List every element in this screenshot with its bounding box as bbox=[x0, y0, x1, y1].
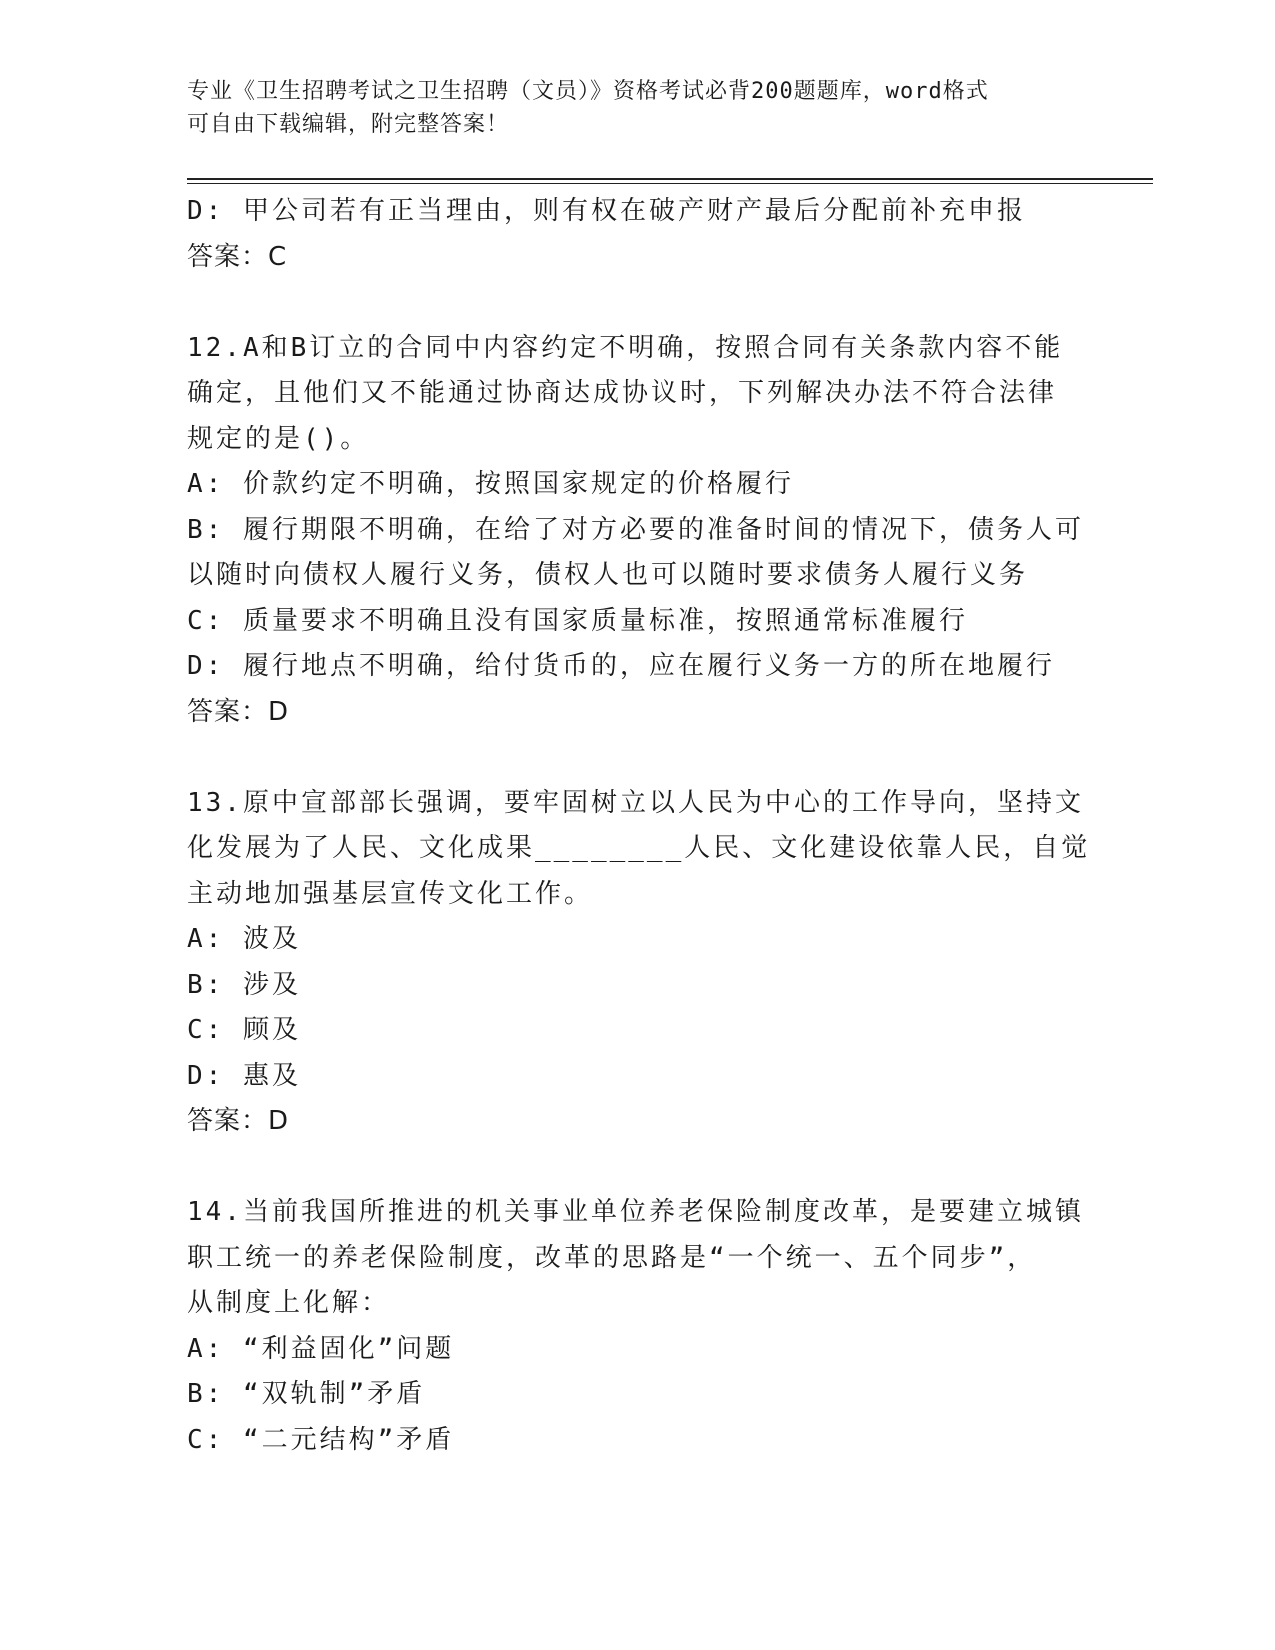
answer-line: 答案：D bbox=[187, 696, 290, 727]
option-d: D: 甲公司若有正当理由，则有权在破产财产最后分配前补充申报 bbox=[187, 196, 1026, 226]
answer-line: 答案：C bbox=[187, 241, 288, 272]
option-c: C: “二元结构”矛盾 bbox=[187, 1424, 455, 1455]
option-a: A: “利益固化”问题 bbox=[187, 1333, 455, 1364]
header-line-1: 专业《卫生招聘考试之卫生招聘（文员）》资格考试必背200题题库，word格式 bbox=[187, 79, 989, 104]
question-stem-line: 主动地加强基层宣传文化工作。 bbox=[187, 878, 594, 909]
question-stem-line: 13.原中宣部部长强调，要牢固树立以人民为中心的工作导向，坚持文 bbox=[187, 787, 1084, 818]
question-12 bbox=[187, 326, 1087, 736]
question-stem-line: 从制度上化解： bbox=[187, 1288, 391, 1318]
header-rule-thick bbox=[187, 178, 1153, 180]
option-a: A: 波及 bbox=[187, 924, 301, 954]
question-stem-line: 规定的是()。 bbox=[187, 423, 370, 454]
answer-line: 答案：D bbox=[187, 1106, 290, 1136]
option-b: B: “双轨制”矛盾 bbox=[187, 1379, 426, 1409]
question-stem-line: 化发展为了人民、文化成果________人民、文化建设依靠人民，自觉 bbox=[187, 833, 1091, 863]
option-b: B: 履行期限不明确，在给了对方必要的准备时间的情况下，债务人可 bbox=[187, 514, 1084, 545]
option-b: B: 涉及 bbox=[187, 969, 301, 1000]
option-a: A: 价款约定不明确，按照国家规定的价格履行 bbox=[187, 469, 794, 499]
document-header bbox=[187, 75, 1087, 141]
question-14 bbox=[187, 1190, 1087, 1463]
question-stem-line: 14.当前我国所推进的机关事业单位养老保险制度改革，是要建立城镇 bbox=[187, 1197, 1084, 1227]
question-content bbox=[187, 189, 1091, 1463]
question-stem-line: 12.A和B订立的合同中内容约定不明确，按照合同有关条款内容不能 bbox=[187, 332, 1064, 363]
question-11 bbox=[187, 189, 1087, 280]
question-spacer bbox=[187, 1145, 1087, 1191]
question-stem-line: 职工统一的养老保险制度，改革的思路是“一个统一、五个同步”， bbox=[187, 1242, 1037, 1273]
question-spacer bbox=[187, 280, 1087, 326]
header-rule-thin bbox=[187, 183, 1153, 184]
option-c: C: 质量要求不明确且没有国家质量标准，按照通常标准履行 bbox=[187, 605, 968, 636]
option-d: D: 惠及 bbox=[187, 1060, 301, 1091]
question-stem-line: 确定，且他们又不能通过协商达成协议时，下列解决办法不符合法律 bbox=[187, 378, 1058, 408]
question-spacer bbox=[187, 735, 1087, 781]
option-d: D: 履行地点不明确，给付货币的，应在履行义务一方的所在地履行 bbox=[187, 651, 1055, 681]
header-line-2: 可自由下载编辑，附完整答案！ bbox=[187, 112, 510, 137]
question-13 bbox=[187, 781, 1091, 1145]
option-b-continued: 以随时向债权人履行义务，债权人也可以随时要求债务人履行义务 bbox=[187, 560, 1029, 590]
option-c: C: 顾及 bbox=[187, 1015, 301, 1045]
